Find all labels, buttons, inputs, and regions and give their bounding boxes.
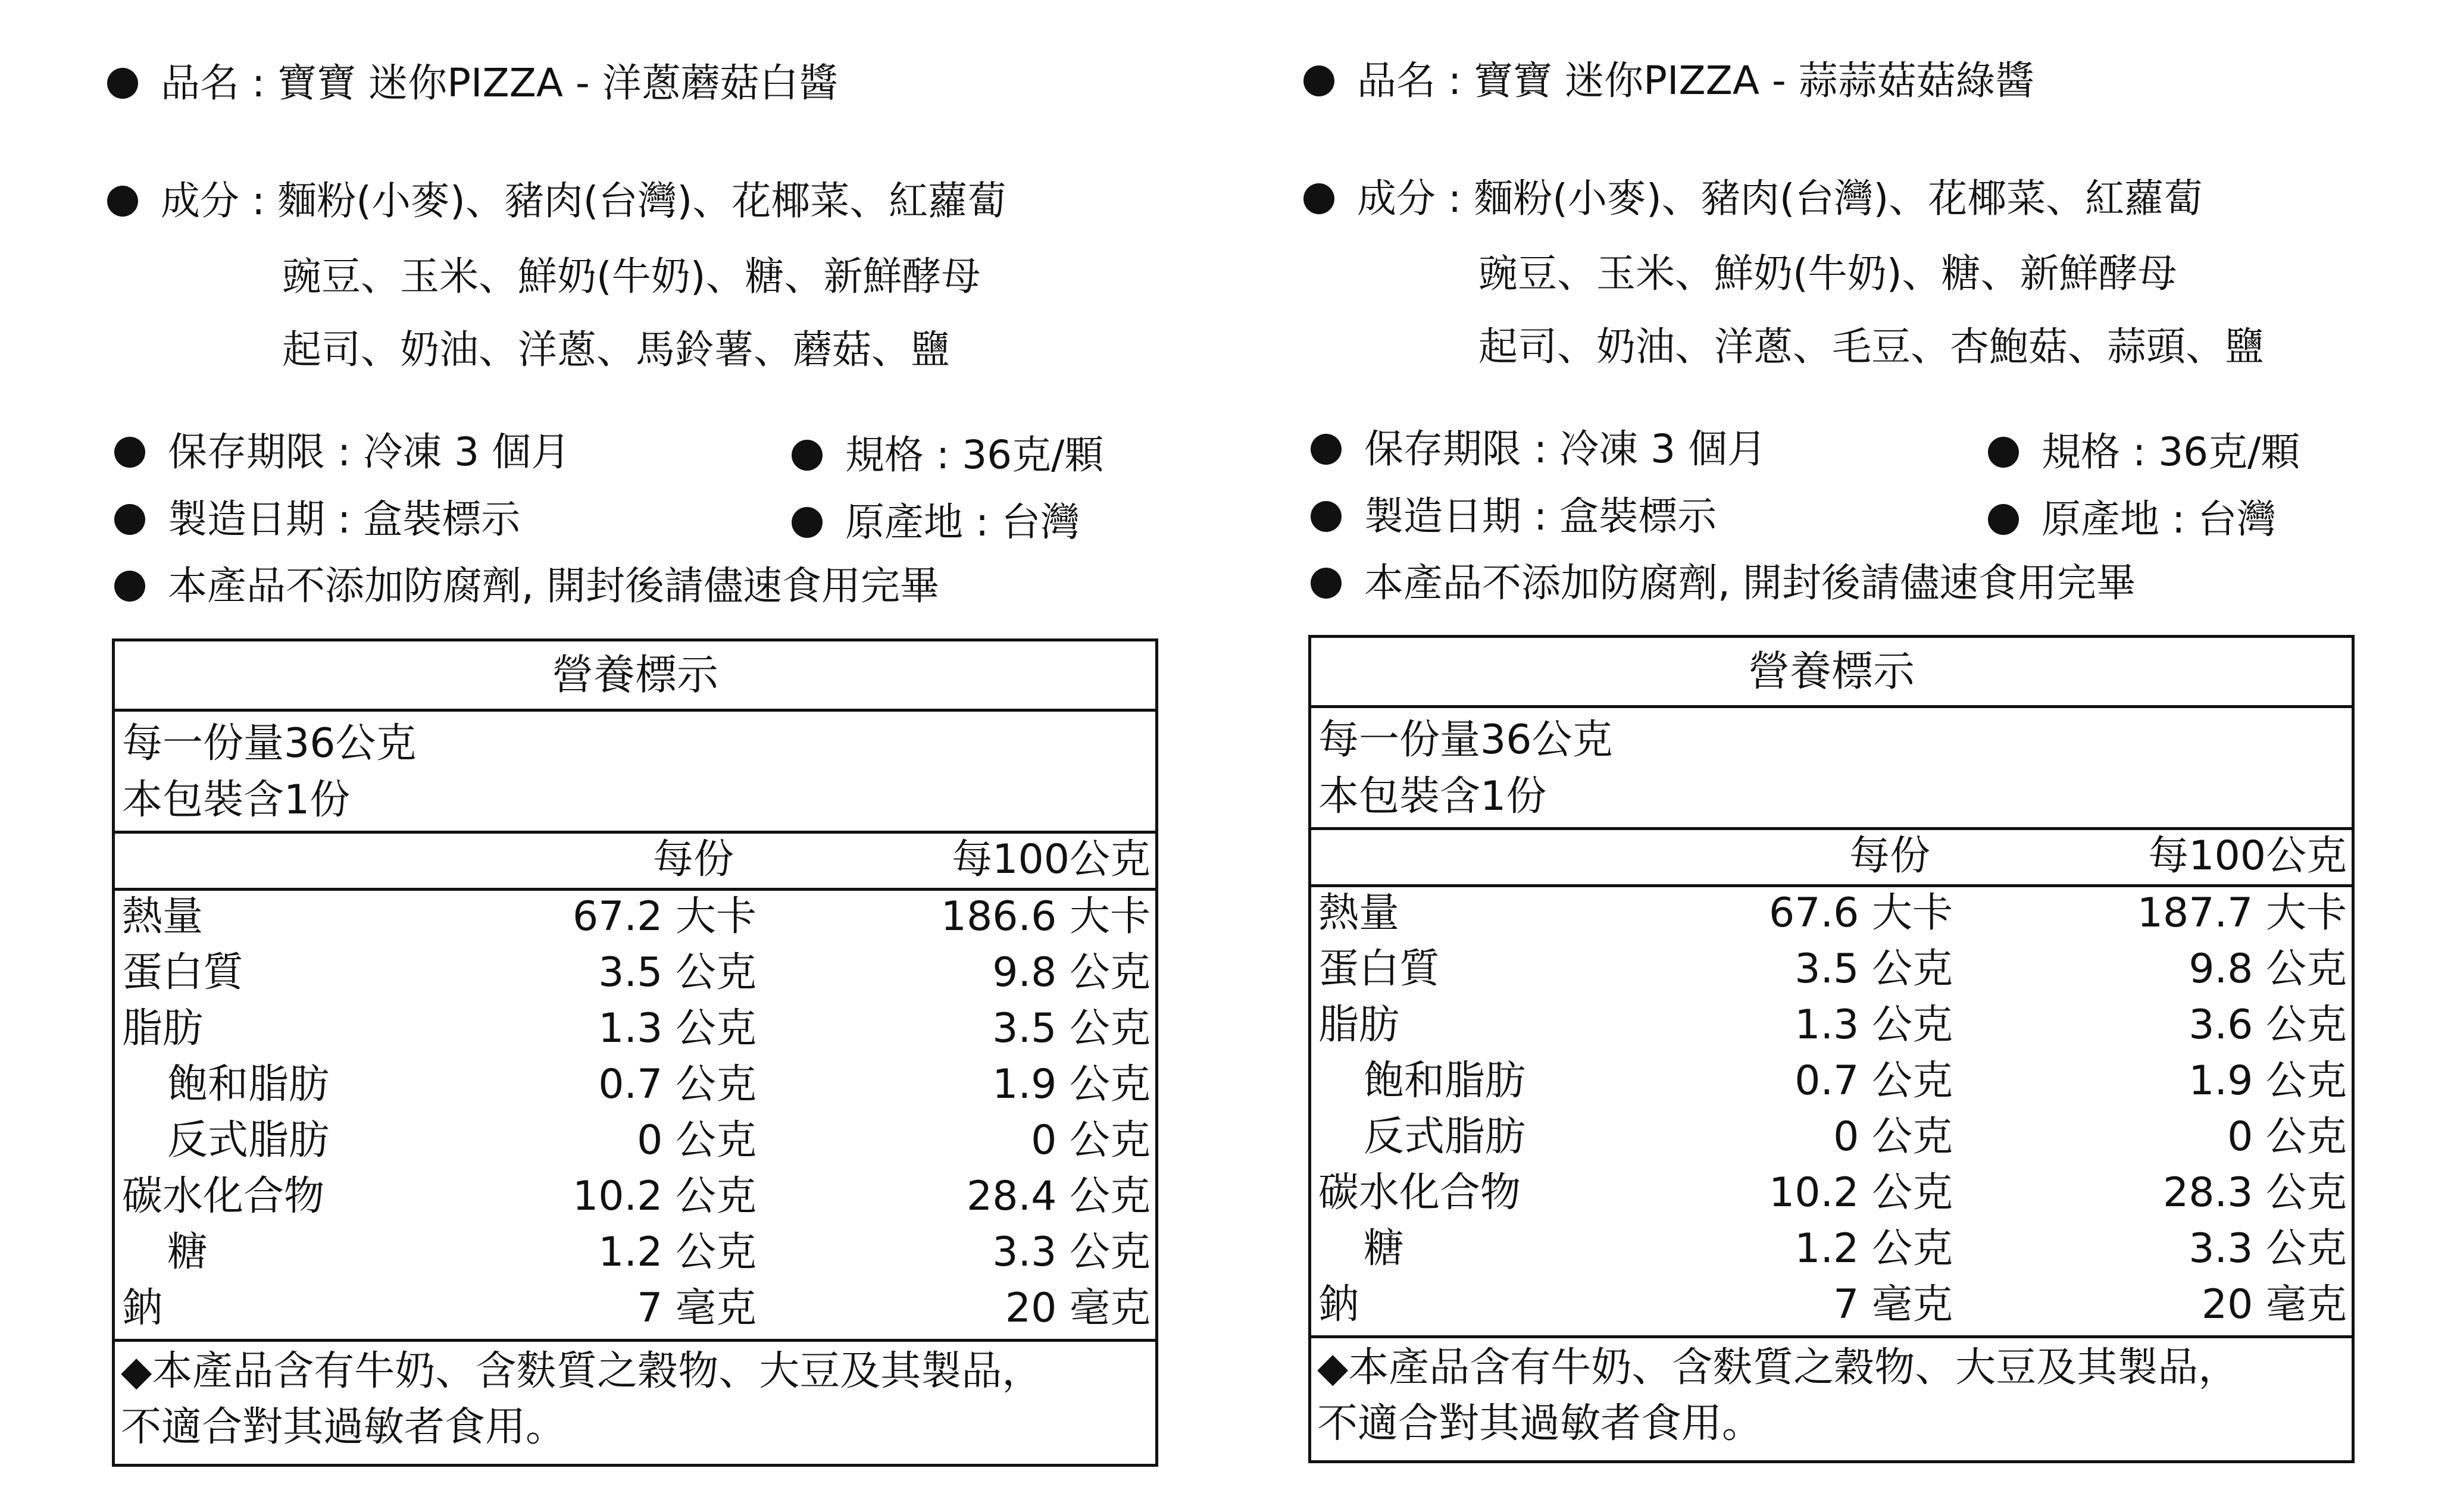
nutrient-name-fat: 脂肪 [1318,1001,1400,1048]
bullet-icon [1311,568,1342,599]
preservative-note: 本產品不添加防腐劑, 開封後請儘速食用完畢 [168,563,939,609]
ingredients-line-3: 起司、奶油、洋蔥、馬鈴薯、蘑菇、鹽 [282,327,950,372]
calories-per-100g: 187.7 大卡 [2137,890,2347,937]
bullet-icon [1303,183,1334,214]
product-name-line [1303,57,2034,105]
bullet-icon [792,507,823,538]
nutrient-name-sugar: 糖 [1364,1225,1405,1272]
servings-per-package: 本包裝含1份 [122,777,351,824]
saturated-fat-per-100g: 1.9 公克 [2189,1057,2347,1104]
column-header-per-serving: 每份 [1849,832,1930,879]
sodium-per-100g: 20 毫克 [2201,1281,2347,1328]
product-name: 品名 : 寶寶 迷你PIZZA - 蒜蒜菇菇綠醬 [1357,58,2034,104]
spec: 規格 : 36克/顆 [2042,429,2300,475]
nutrient-name-carbohydrate: 碳水化合物 [1318,1169,1521,1216]
ingredients-line-1 [107,177,1006,225]
protein-per-serving: 3.5 公克 [598,949,756,996]
spec-line [792,431,1103,479]
preservative-note-line [1311,559,2136,607]
column-header-per-100g: 每100公克 [952,836,1151,883]
product-label-onion-mushroom [107,0,1167,1512]
ingredients-line-2: 豌豆、玉米、鮮奶(牛奶)、糖、新鮮酵母 [1478,251,2177,296]
carbohydrate-per-100g: 28.4 公克 [966,1173,1151,1220]
bullet-icon [114,571,145,602]
bullet-icon [1988,437,2019,468]
bullet-icon [107,186,138,217]
bullet-icon [114,437,145,468]
nutrient-name-sodium: 鈉 [1318,1281,1359,1328]
spec-line [1988,428,2300,476]
sodium-per-serving: 7 毫克 [637,1285,756,1332]
allergen-note-line-1: ◆本產品含有牛奶、含麩質之穀物、大豆及其製品， [121,1348,1043,1395]
fat-per-100g: 3.6 公克 [2189,1001,2347,1048]
divider [115,1339,1155,1342]
nutrition-facts-table [1308,635,2355,1463]
shelf-life: 保存期限 : 冷凍 3 個月 [1364,426,1767,472]
spec: 規格 : 36克/顆 [845,432,1104,478]
sugar-per-serving: 1.2 公克 [598,1229,756,1276]
bullet-icon [1988,504,2019,535]
fat-per-serving: 1.3 公克 [598,1005,756,1052]
nutrient-name-calories: 熱量 [1318,890,1400,937]
carbohydrate-per-serving: 10.2 公克 [1768,1169,1953,1216]
protein-per-serving: 3.5 公克 [1795,946,1953,993]
ingredients-line-2: 豌豆、玉米、鮮奶(牛奶)、糖、新鮮酵母 [282,253,981,299]
column-header-per-100g: 每100公克 [2148,832,2347,879]
bullet-icon [792,440,823,471]
saturated-fat-per-serving: 0.7 公克 [598,1061,756,1108]
fat-per-serving: 1.3 公克 [1795,1001,1953,1048]
bullet-icon [1303,65,1334,96]
sodium-per-100g: 20 毫克 [1005,1285,1151,1332]
product-name-line [107,60,838,107]
sugar-per-100g: 3.3 公克 [2189,1225,2347,1272]
nutrient-name-sodium: 鈉 [122,1285,163,1332]
preservative-note: 本產品不添加防腐劑, 開封後請儘速食用完畢 [1364,560,2136,606]
protein-per-100g: 9.8 公克 [2189,946,2347,993]
bullet-icon [1311,434,1342,465]
divider [1311,1335,2352,1338]
manufacture-date: 製造日期 : 盒裝標示 [168,496,521,542]
allergen-note-line-1: ◆本產品含有牛奶、含麩質之穀物、大豆及其製品， [1317,1344,2239,1391]
serving-size: 每一份量36公克 [122,720,417,767]
nutrient-name-trans-fat: 反式脂肪 [167,1117,330,1164]
ingredients-line-1 [1303,175,2203,223]
ingredients-text-1: 成分 : 麵粉(小麥)、豬肉(台灣)、花椰菜、紅蘿蔔 [1357,176,2203,221]
product-name: 品名 : 寶寶 迷你PIZZA - 洋蔥蘑菇白醬 [161,60,838,106]
nutrient-name-protein: 蛋白質 [1318,946,1440,993]
bullet-icon [114,504,145,535]
shelf-life: 保存期限 : 冷凍 3 個月 [168,429,571,475]
trans-fat-per-serving: 0 公克 [637,1117,756,1164]
protein-per-100g: 9.8 公克 [992,949,1151,996]
allergen-note-line-2: 不適合對其過敏者食用。 [121,1404,567,1451]
nutrition-title: 營養標示 [1311,638,2352,708]
column-header-per-serving: 每份 [652,836,734,883]
ingredients-line-3: 起司、奶油、洋蔥、毛豆、杏鮑菇、蒜頭、鹽 [1478,324,2264,370]
origin: 原產地 : 台灣 [2042,496,2277,542]
bullet-icon [107,68,138,99]
nutrient-name-saturated-fat: 飽和脂肪 [167,1061,330,1108]
bullet-icon [1311,501,1342,532]
servings-per-package: 本包裝含1份 [1318,773,1547,820]
nutrient-name-saturated-fat: 飽和脂肪 [1364,1057,1526,1104]
manufacture-date-line [114,496,520,543]
sugar-per-100g: 3.3 公克 [992,1229,1151,1276]
origin: 原產地 : 台灣 [845,499,1080,545]
manufacture-date-line [1311,493,1717,540]
origin-line [792,499,1080,546]
product-label-garlic-mushroom-pesto [1303,0,2363,1512]
calories-per-serving: 67.2 大卡 [572,893,756,940]
nutrient-name-trans-fat: 反式脂肪 [1364,1113,1526,1160]
serving-size: 每一份量36公克 [1318,716,1613,763]
origin-line [1988,496,2276,543]
nutrition-facts-table [112,638,1158,1467]
nutrient-name-calories: 熱量 [122,893,204,940]
shelf-life-line [1311,425,1767,473]
calories-per-100g: 186.6 大卡 [940,893,1151,940]
trans-fat-per-100g: 0 公克 [1031,1117,1151,1164]
allergen-note-line-2: 不適合對其過敏者食用。 [1317,1400,1763,1447]
trans-fat-per-serving: 0 公克 [1833,1113,1953,1160]
fat-per-100g: 3.5 公克 [992,1005,1151,1052]
manufacture-date: 製造日期 : 盒裝標示 [1364,493,1717,539]
nutrient-name-fat: 脂肪 [122,1005,204,1052]
calories-per-serving: 67.6 大卡 [1768,890,1953,937]
sodium-per-serving: 7 毫克 [1833,1281,1953,1328]
nutrition-title: 營養標示 [115,641,1155,712]
ingredients-text-1: 成分 : 麵粉(小麥)、豬肉(台灣)、花椰菜、紅蘿蔔 [161,178,1007,224]
carbohydrate-per-serving: 10.2 公克 [572,1173,756,1220]
nutrient-name-protein: 蛋白質 [122,949,244,996]
carbohydrate-per-100g: 28.3 公克 [2162,1169,2347,1216]
shelf-life-line [114,428,570,476]
saturated-fat-per-serving: 0.7 公克 [1795,1057,1953,1104]
nutrient-name-sugar: 糖 [167,1229,208,1276]
nutrient-name-carbohydrate: 碳水化合物 [122,1173,325,1220]
preservative-note-line [114,562,939,610]
sugar-per-serving: 1.2 公克 [1795,1225,1953,1272]
trans-fat-per-100g: 0 公克 [2227,1113,2347,1160]
saturated-fat-per-100g: 1.9 公克 [992,1061,1151,1108]
